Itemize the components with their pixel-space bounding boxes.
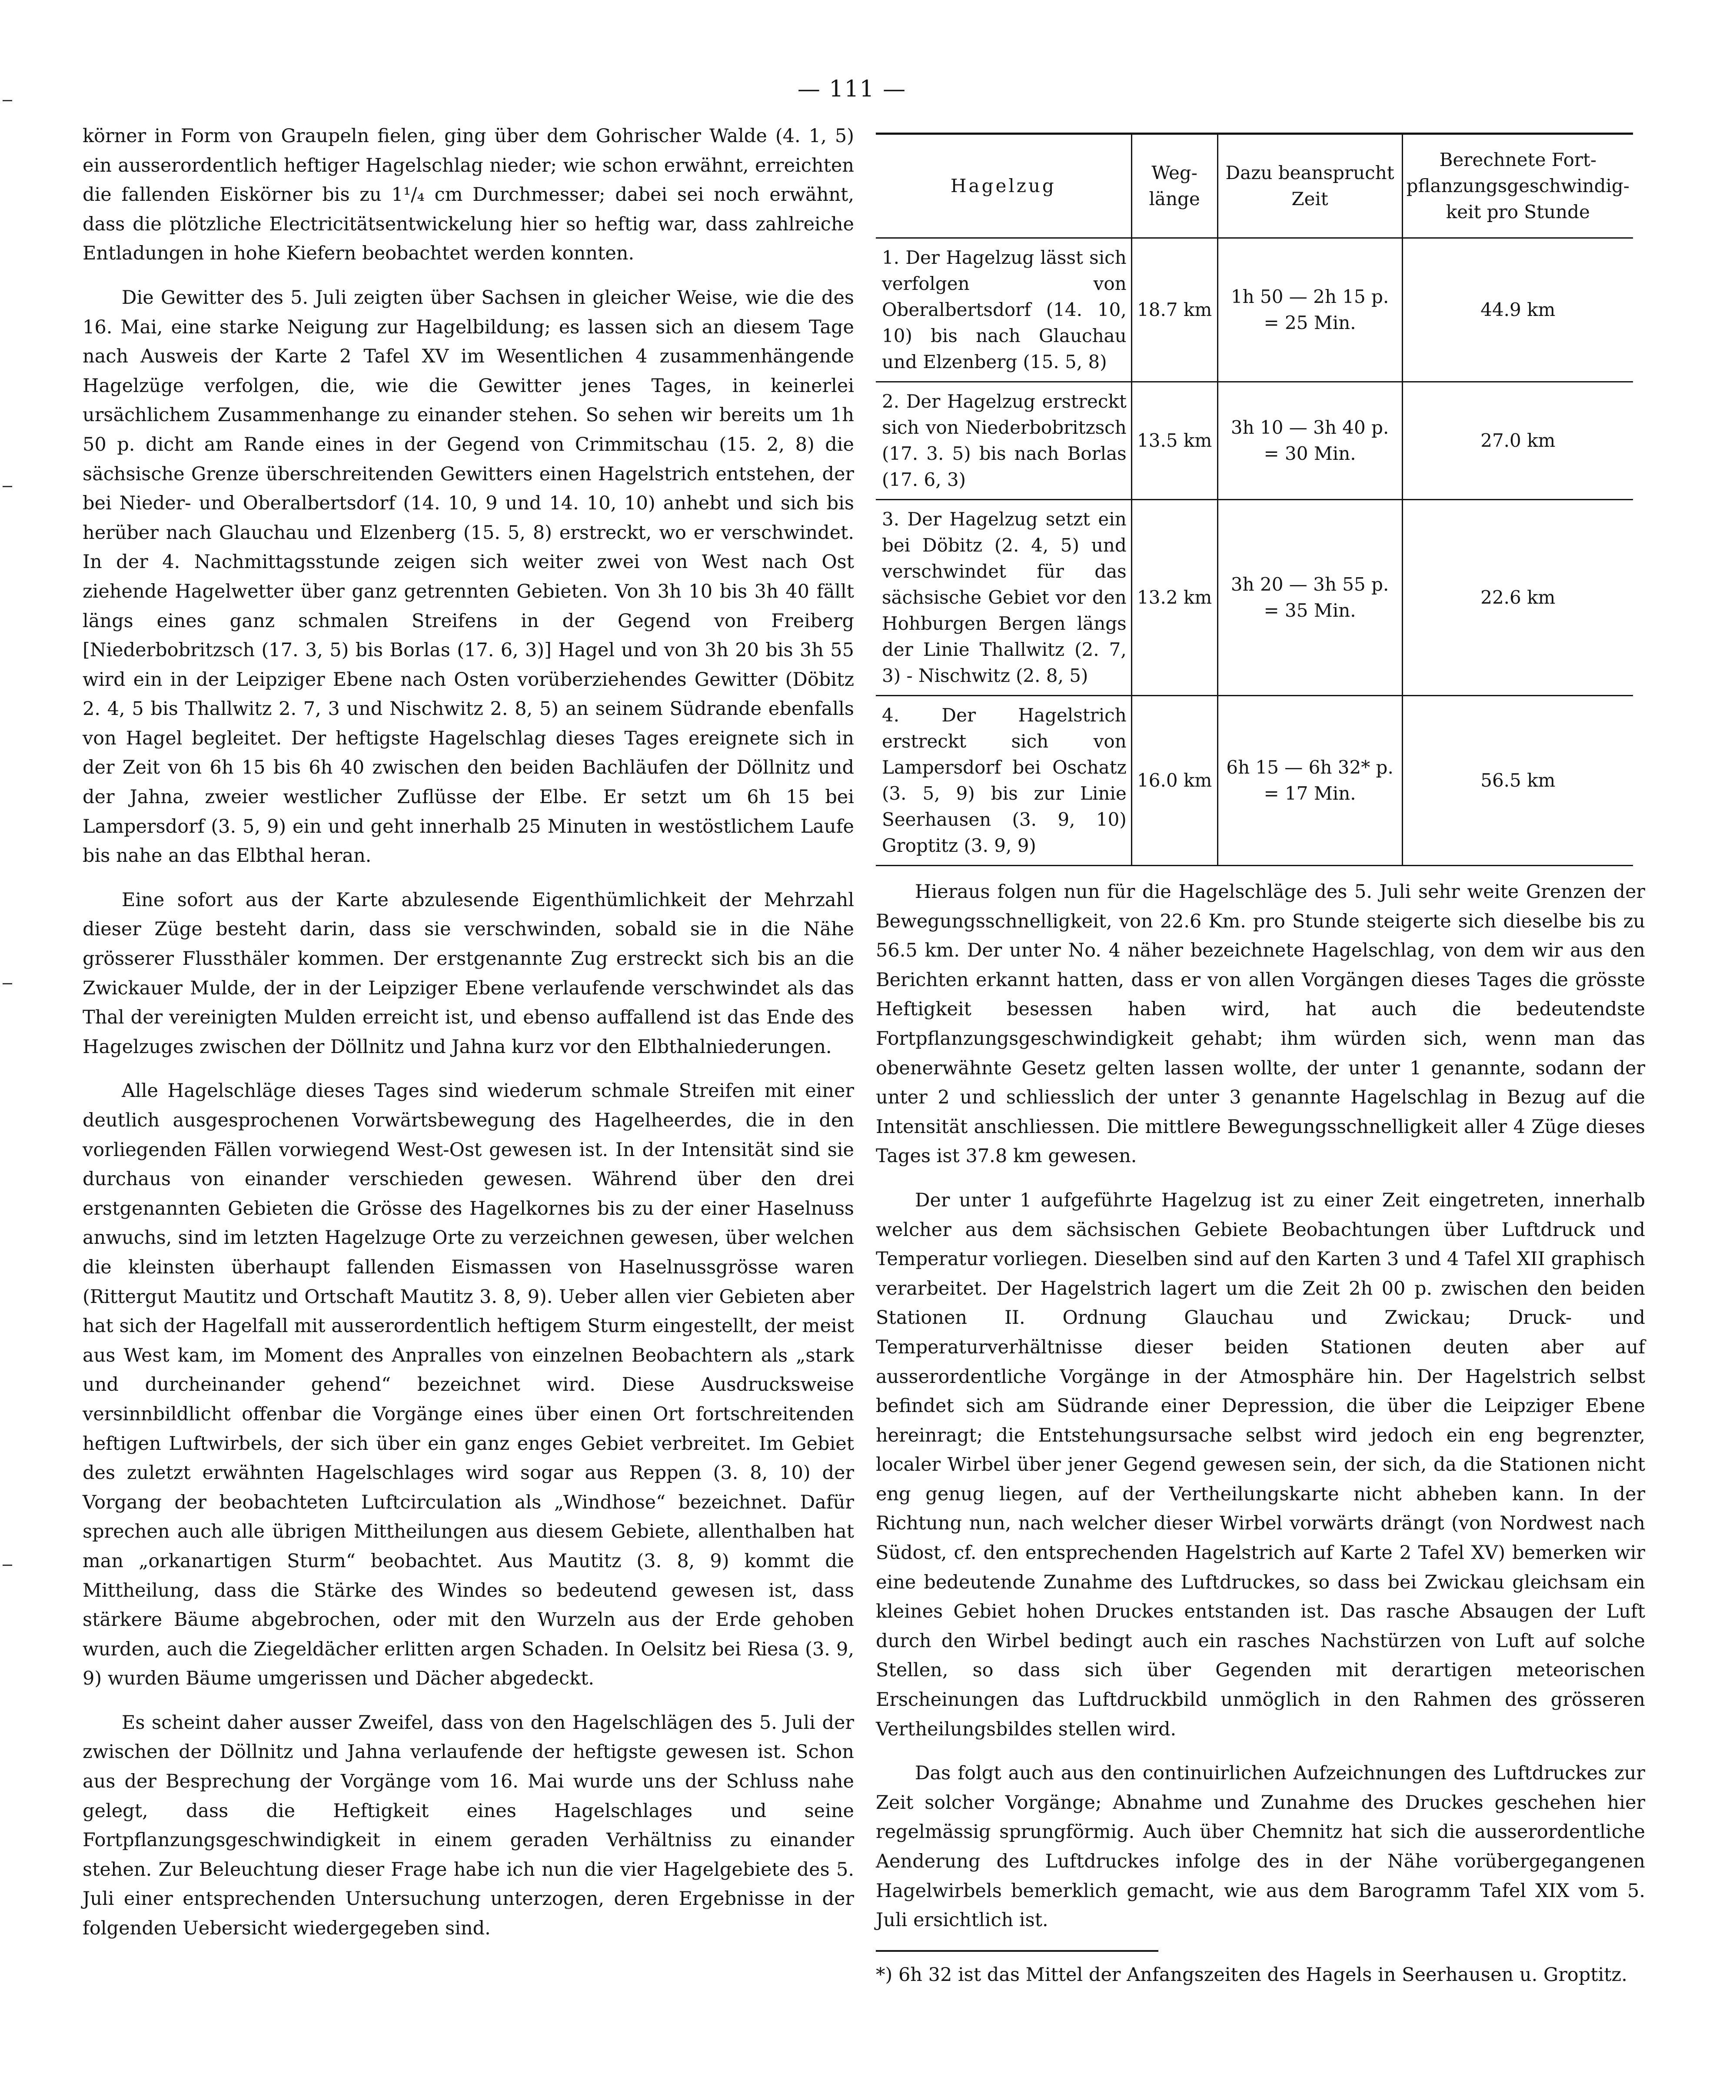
cell-zeit: 1h 50 — 2h 15 p. = 25 Min. <box>1217 238 1402 382</box>
cell-hagelzug: 1. Der Hagelzug lässt sich verfolgen von Oberalbertsdorf (14. 10, 10) bis nach Glauchau und Elzenberg (15. 5, 8) <box>876 238 1131 382</box>
cell-weglaenge: 13.2 km <box>1131 500 1217 696</box>
cell-weglaenge: 13.5 km <box>1131 382 1217 500</box>
scan-edge-mark <box>3 486 12 487</box>
cell-hagelzug: 3. Der Hagelzug setzt ein bei Döbitz (2. 4, 5) und verschwindet für das sächsische Gebiet vor den Hohburgen Bergen längs der Linie Thallwitz (2. 7, 3) - Nischwitz (2. 8, 5) <box>876 500 1131 696</box>
scan-edge-mark <box>3 983 12 984</box>
cell-geschwindigkeit: 22.6 km <box>1402 500 1633 696</box>
left-column <box>83 122 854 1958</box>
table-row <box>876 696 1633 866</box>
right-text <box>876 877 1645 1935</box>
header-weglaenge: Weg- länge <box>1131 134 1217 238</box>
table-row <box>876 238 1633 382</box>
cell-geschwindigkeit: 27.0 km <box>1402 382 1633 500</box>
hail-table <box>876 133 1633 866</box>
cell-zeit: 6h 15 — 6h 32* p. = 17 Min. <box>1217 696 1402 866</box>
paragraph: Die Gewitter des 5. Juli zeigten über Sachsen in gleicher Weise, wie die des 16. Mai, eine starke Neigung zur Hagelbildung; es lassen sich an diesem Tage nach Ausweis der Karte 2 Tafel XV im Wesentlichen 4 zusammenhängende Hagelzüge verfolgen, die, wie die Gewitter jenes Tages, in keinerlei ursächlichem Zusammenhange zu einander stehen. So sehen wir bereits um 1h 50 p. dicht am Rande eines in der Gegend von Crimmitschau (15. 2, 8) die sächsische Grenze überschreitenden Gewitters einen Hagelstrich entstehen, der bei Nieder- und Oberalbertsdorf (14. 10, 9 und 14. 10, 10) anhebt und sich bis herüber nach Glauchau und Elzenberg (15. 5, 8) erstreckt, wo er verschwindet. In der 4. Nachmittagsstunde zeigen sich weiter zwei von West nach Ost ziehende Hagelwetter über ganz getrennten Gebieten. Von 3h 10 bis 3h 40 fällt längs eines ganz schmalen Streifens in der Gegend von Freiberg [Niederbobritzsch (17. 3, 5) bis Borlas (17. 6, 3)] Hagel und von 3h 20 bis 3h 55 wird ein in der Leipziger Ebene nach Osten vorüberziehendes Gewitter (Döbitz 2. 4, 5 bis Thallwitz 2. 7, 3 und Nischwitz 2. 8, 5) an seinem Südrande ebenfalls von Hagel begleitet. Der heftigste Hagelschlag dieses Tages ereignete sich in der Zeit von 6h 15 bis 6h 40 zwischen den beiden Bachläufen der Döllnitz und der Jahna, zweier westlicher Zuflüsse der Elbe. Er setzt um 6h 15 bei Lampersdorf (3. 5, 9) ein und geht innerhalb 25 Minuten in westöstlichem Laufe bis nahe an das Elbthal heran. <box>83 286 854 867</box>
right-column <box>876 133 1645 2004</box>
scan-edge-mark <box>3 1565 12 1566</box>
cell-geschwindigkeit: 56.5 km <box>1402 696 1633 866</box>
cell-hagelzug: 4. Der Hagelstrich erstreckt sich von Lampersdorf bei Oschatz (3. 5, 9) bis zur Linie Seerhausen (3. 9, 10) Groptitz (3. 9, 9) <box>876 696 1131 866</box>
paragraph: Alle Hagelschläge dieses Tages sind wiederum schmale Streifen mit einer deutlich ausgesprochenen Vorwärtsbewegung des Hagelheerdes, die in den vorliegenden Fällen vorwiegend West-Ost gewesen ist. In der Intensität sind sie durchaus von einander verschieden gewesen. Während über den drei erstgenannten Gebieten die Grösse des Hagelkornes bis zu der einer Haselnuss anwuchs, sind im letzten Hagelzuge Orte zu verzeichnen gewesen, über welchen die kleinsten überhaupt fallenden Eismassen von Haselnussgrösse waren (Rittergut Mautitz und Ortschaft Mautitz 3. 8, 9). Ueber allen vier Gebieten aber hat sich der Hagelfall mit ausserordentlich heftigem Sturm eingestellt, der meist aus West kam, im Moment des Anpralles von einzelnen Beobachtern als „stark und durcheinander gehend“ bezeichnet wird. Diese Ausdrucksweise versinnbildlicht offenbar die Vorgänge eines über einen Ort fortschreitenden heftigen Luftwirbels, der sich über ein ganz enges Gebiet verbreitet. Im Gebiet des zuletzt erwähnten Hagelschlages wird sogar aus Reppen (3. 8, 10) der Vorgang der beobachteten Luftcirculation als „Windhose“ bezeichnet. Dafür sprechen auch alle übrigen Mittheilungen aus diesem Gebiete, allenthalben hat man „orkanartigen Sturm“ beobachtet. Aus Mautitz (3. 8, 9) kommt die Mittheilung, dass die Stärke des Windes so bedeutend gewesen ist, dass stärkere Bäume abgebrochen, oder mit den Wurzeln aus der Erde gehoben wurden, auch die Ziegeldächer erlitten argen Schaden. In Oelsitz bei Riesa (3. 9, 9) wurden Bäume umgerissen und Dächer abgedeckt. <box>83 1080 854 1690</box>
paragraph: Eine sofort aus der Karte abzulesende Eigenthümlichkeit der Mehrzahl dieser Züge besteht darin, dass sie verschwinden, sobald sie in die Nähe grösserer Flussthäler kommen. Der erstgenannte Zug erstreckt sich bis an die Zwickauer Mulde, der in der Leipziger Ebene verlaufende verschwindet als das Thal der vereinigten Mulden erreicht ist, und ebenso auffallend ist das Ende des Hagelzuges zwischen der Döllnitz und Jahna kurz vor den Elbthalniederungen. <box>83 889 854 1058</box>
paragraph: Es scheint daher ausser Zweifel, dass von den Hagelschlägen des 5. Juli der zwischen der Döllnitz und Jahna verlaufende der heftigste gewesen ist. Schon aus der Besprechung der Vorgänge vom 16. Mai wurde uns der Schluss nahe gelegt, dass die Heftigkeit eines Hagelschlages und seine Fortpflanzungsgeschwindigkeit in einem geraden Verhältniss zu einander stehen. Zur Beleuchtung dieser Frage habe ich nun die vier Hagelgebiete des 5. Juli einer entsprechenden Untersuchung unterzogen, deren Ergebnisse in der folgenden Uebersicht wiedergegeben sind. <box>83 1711 854 1940</box>
cell-geschwindigkeit: 44.9 km <box>1402 238 1633 382</box>
cell-zeit: 3h 20 — 3h 55 p. = 35 Min. <box>1217 500 1402 696</box>
page-number: — 111 — <box>797 76 907 102</box>
scan-edge-mark <box>3 100 12 101</box>
footnote: *) 6h 32 ist das Mittel der Anfangszeiten des Hagels in Seerhausen u. Groptitz. <box>876 1964 1627 1986</box>
table-row <box>876 382 1633 500</box>
paragraph: Das folgt auch aus den continuirlichen Aufzeichnungen des Luftdruckes zur Zeit solcher Vorgänge; Abnahme und Zunahme des Druckes geschehen hier regelmässig sprungförmig. Auch über Chemnitz hat sich die ausserordentliche Aenderung des Luftdruckes infolge des in der Nähe vorübergegangenen Hagelwirbels bemerklich gemacht, wie aus dem Barogramm Tafel XIX vom 5. Juli ersichtlich ist. <box>876 1762 1645 1931</box>
table-header-row <box>876 134 1633 238</box>
header-hagelzug: Hagelzug <box>876 134 1131 238</box>
footnote-rule <box>876 1950 1158 1952</box>
paragraph: Hieraus folgen nun für die Hagelschläge des 5. Juli sehr weite Grenzen der Bewegungsschnelligkeit, von 22.6 Km. pro Stunde steigerte sich dieselbe bis zu 56.5 km. Der unter No. 4 näher bezeichnete Hagelschlag, von dem wir aus den Berichten erkannt hatten, dass er von allen Vorgängen dieses Tages die grösste Heftigkeit besessen haben wird, hat auch die bedeutendste Fortpflanzungsgeschwindigkeit gehabt; ihm würden sich, wenn man das obenerwähnte Gesetz gelten lassen wollte, der unter 1 genannte, sodann der unter 2 und schliesslich der unter 3 genannte Hagelschlag in Bezug auf die Intensität anschliessen. Die mittlere Bewegungsschnelligkeit aller 4 Züge dieses Tages ist 37.8 km gewesen. <box>876 881 1645 1167</box>
table-row <box>876 500 1633 696</box>
paragraph: körner in Form von Graupeln fielen, ging über dem Gohrischer Walde (4. 1, 5) ein ausserordentlich heftiger Hagelschlag nieder; wie schon erwähnt, erreichten die fallenden Eiskörner bis zu 1¹/₄ cm Durchmesser; dabei sei noch erwähnt, dass die plötzliche Electricitätsentwickelung hier so heftig war, dass zahlreiche Entladungen in hohe Kiefern beobachtet werden konnten. <box>83 125 854 265</box>
header-geschwindigkeit: Berechnete Fort- pflanzungsgeschwindig- keit pro Stunde <box>1402 134 1633 238</box>
header-zeit: Dazu beansprucht Zeit <box>1217 134 1402 238</box>
cell-hagelzug: 2. Der Hagelzug erstreckt sich von Niederbobritzsch (17. 3. 5) bis nach Borlas (17. 6, 3) <box>876 382 1131 500</box>
cell-weglaenge: 16.0 km <box>1131 696 1217 866</box>
paragraph: Der unter 1 aufgeführte Hagelzug ist zu einer Zeit eingetreten, innerhalb welcher aus dem sächsischen Gebiete Beobachtungen über Luftdruck und Temperatur vorliegen. Dieselben sind auf den Karten 3 und 4 Tafel XII graphisch verarbeitet. Der Hagelstrich lagert um die Zeit 2h 00 p. zwischen den beiden Stationen II. Ordnung Glauchau und Zwickau; Druck- und Temperaturverhältnisse dieser beiden Stationen deuten aber auf ausserordentliche Vorgänge in der Atmosphäre hin. Der Hagelstrich selbst befindet sich am Südrande einer Depression, die über die Leipziger Ebene hereinragt; die Entstehungsursache selbst wird jedoch ein eng begrenzter, localer Wirbel über jener Gegend gewesen sein, der sich, da die Stationen nicht eng genug liegen, auf der Vertheilungskarte nicht abheben kann. In der Richtung nun, nach welcher dieser Wirbel vorwärts drängt (von Nordwest nach Südost, cf. den entsprechenden Hagelstrich auf Karte 2 Tafel XV) bemerken wir eine bedeutende Zunahme des Luftdruckes, so dass bei Zwickau gleichsam ein kleines Gebiet hohen Druckes entstanden ist. Das rasche Absaugen der Luft durch den Wirbel bedingt auch ein rasches Nachstürzen von Luft auf solche Stellen, so dass sich über Gegenden mit derartigen meteorischen Erscheinungen das Luftdruckbild unmöglich in den Rahmen des grösseren Vertheilungsbildes stellen wird. <box>876 1189 1645 1740</box>
cell-zeit: 3h 10 — 3h 40 p. = 30 Min. <box>1217 382 1402 500</box>
cell-weglaenge: 18.7 km <box>1131 238 1217 382</box>
